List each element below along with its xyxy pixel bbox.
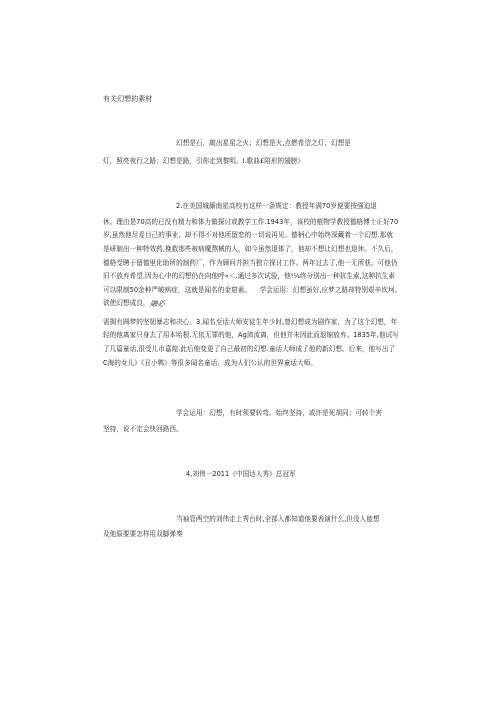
paragraph-line: 岁,虽然他尽爰目己的事业，却不得不对他所留恋的一切说再见。德柄心中始终深藏着一个幻想.那就 bbox=[103, 231, 393, 239]
paragraph-line: 学会运用：幻想，有时须要转弯。始终坚持，或许是死胡同；可转个害 bbox=[176, 409, 382, 417]
paragraph-line: 及他原要要怎样用双脚弹奏 bbox=[103, 530, 183, 538]
paragraph-line: 灯，照亮夜行之路；幻想是路，引你走到黎明。I.歌曲£陪形的翅膀》 bbox=[103, 157, 305, 165]
paragraph-line: 当袖管两空的刘伟走上秀台时,全部入都知道他要表演什么,但没人能想 bbox=[176, 515, 380, 523]
paragraph-line: 旧不放弃希望.因为心中的幻想仍在向他呼«＜.通过多次试验，他!¼终分别出一种抗生素,这种抗生素 bbox=[103, 272, 396, 280]
paragraph-line: 欲使幻想成良， bbox=[103, 299, 150, 307]
paragraph-line: C海的女儿》《丑小鸭》等很多闻名童话，成为人们公认的世界童话大师。 bbox=[103, 359, 317, 367]
paragraph-line: 4,刘伟一2011《中国达人秀》总冠军 bbox=[186, 470, 296, 478]
paragraph-line: 德格受聘于留德里化助所的制药厂，作为顾问并担当独立探讨工作。两年过去了,他一无所获。可他仍 bbox=[103, 259, 398, 267]
paragraph-line: 休。理由是70高的已没有精力和体力做探讨或教学工作.1943年，该校的植物学教授德格博士正好70 bbox=[103, 218, 399, 226]
paragraph-line: 轻的他离家只身去了用本哈根.无依无罪的他，Ag沛流离，但他并未因此而退缩放弃。1835年,他试写 bbox=[103, 331, 399, 339]
paragraph-line: 了几篇童话,很受儿市嘉煌.此后他变更了自己最初的幻想.童话大师成了他的新幻想。后来，他写出了 bbox=[103, 345, 396, 353]
paragraph-line: 是研制出一种特效药,挽救那些被病魔熬械的人，如今虽然退体了，他却不想让幻想也退休。不久后， bbox=[103, 245, 398, 253]
paragraph-line: 坚持，说不定会快回路西。 bbox=[103, 425, 183, 433]
paragraph-line: 需拥有圆梦的坚韧暴志和决心。3.闻名至话大师安徒生年少时,曾幻想成为剧作家，为了这个幻想，年 bbox=[103, 318, 398, 326]
paragraph-line: 2.在美国城厮南星高校有这样一条规定：教授年满70岁便要按强迫退 bbox=[176, 202, 377, 210]
handwritten-signature: 融必 bbox=[150, 299, 165, 308]
paragraph-line: 可以限制50余种严峻病症，这就是闻名的金窟素。 学会运用：幻想虽好,应梦之路却特别艰辛坎坷。 bbox=[103, 286, 402, 294]
document-title: 有关幻想的素材 bbox=[103, 95, 153, 103]
paragraph-line: 幻想是石，敲出星星之火；幻想是火,点燃希望之灯；幻想是 bbox=[176, 139, 351, 147]
